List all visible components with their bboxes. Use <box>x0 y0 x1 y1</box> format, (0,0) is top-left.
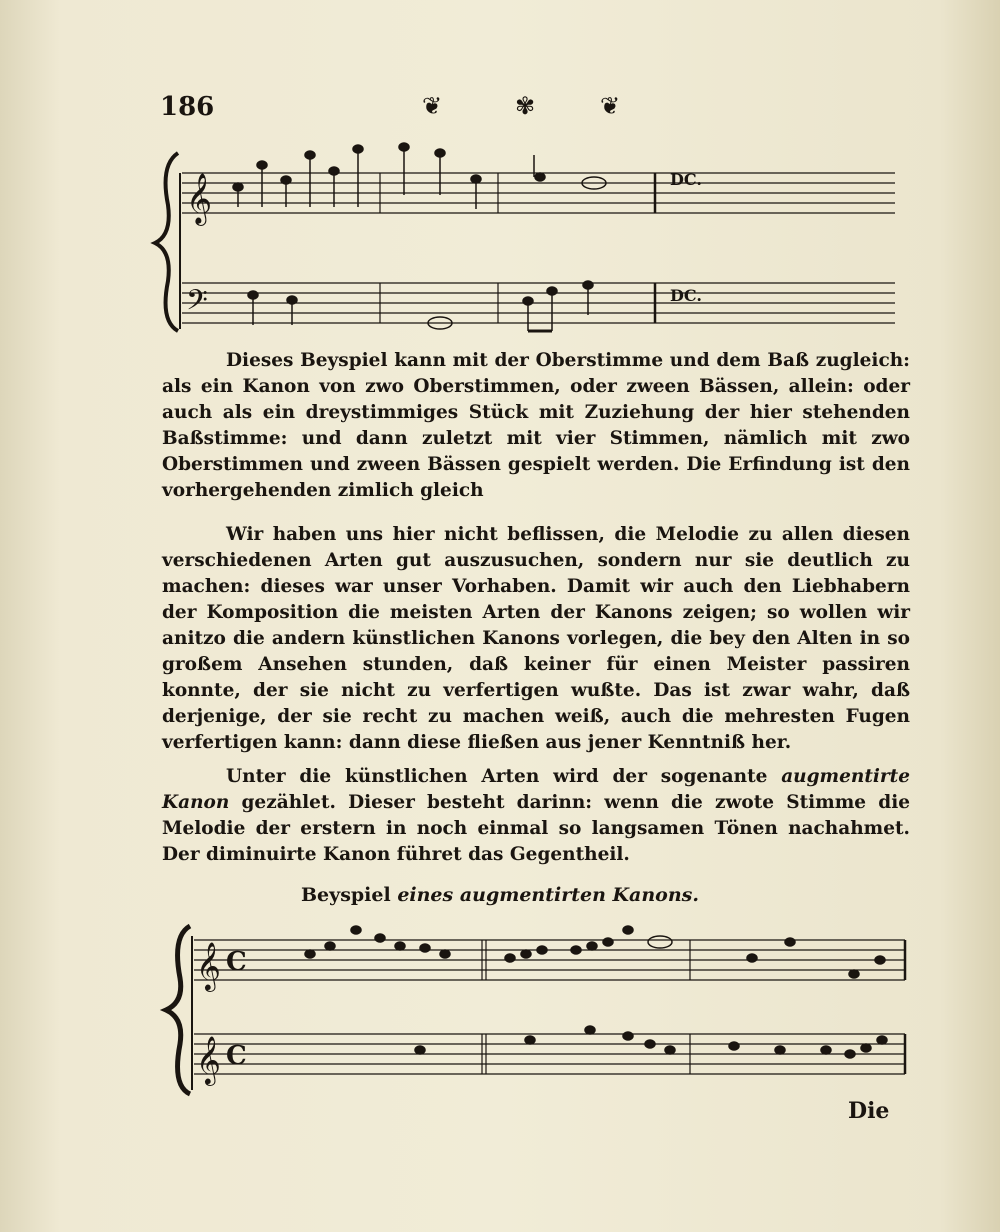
bass-clef-icon: 𝄢 <box>186 284 208 324</box>
caption-italic: eines augmentirten Kanons. <box>397 884 699 906</box>
music-example-2 <box>0 918 1000 1098</box>
bass-dc-marking: DC. <box>670 286 702 305</box>
ornament-center-icon: ✾ <box>515 92 536 120</box>
common-time-icon-2: C <box>226 1041 247 1071</box>
common-time-icon: C <box>226 947 247 977</box>
treble-clef-icon-3: 𝄞 <box>196 1035 221 1084</box>
paragraph-2 <box>162 522 910 756</box>
paragraph-1 <box>162 348 910 504</box>
ornament-left-icon: ❦ <box>422 92 443 120</box>
catchword: Die <box>848 1098 890 1124</box>
treble-clef-icon-2: 𝄞 <box>196 941 221 990</box>
paragraph-3-text-start: Unter die künstlichen Arten wird der sogenante <box>226 766 782 787</box>
paragraph-3-italic-term: augmentirte Kanon <box>162 766 910 813</box>
example-2-caption <box>0 884 1000 906</box>
page-header <box>160 92 910 132</box>
treble-dc-marking: DC. <box>670 170 702 189</box>
ornament-right-icon: ❦ <box>600 92 621 120</box>
paragraph-1-text: Dieses Beyspiel kann mit der Oberstimme und dem Baß zugleich: als ein Kanon von zwo Oberstimmen, oder zween Bässen, allein: oder auch als ein dreystimmiges Stück mit Zuziehung der hier stehenden Baßstimme: und dann zuletzt mit vier Stimmen, nämlich mit zwo Oberstimmen und zween Bässen gespielt werden. Die Erfindung ist den vorhergehenden zimlich gleich <box>162 350 910 501</box>
music-example-1 <box>0 135 1000 335</box>
page-number: 186 <box>160 92 215 122</box>
paragraph-2-text: Wir haben uns hier nicht beflissen, die Melodie zu allen diesen verschiedenen Arten gut auszusuchen, sondern nur sie deutlich zu machen: dieses war unser Vorhaben. Damit wir auch den Liebhabern der Komposition die meisten Arten der Kanons zeigen; so wollen wir anitzo die andern künstlichen Kanons vorlegen, die bey den Alten in so großem Ansehen stunden, daß keiner für einen Meister passiren konnte, der sie nicht zu verfertigen wußte. Das ist zwar wahr, daß derjenige, der sie recht zu machen weiß, auch die mehresten Fugen verfertigen kann: dann diese fließen aus jener Kenntniß her. <box>162 524 910 753</box>
paragraph-3-text-end: gezählet. Dieser besteht darinn: wenn die zwote Stimme die Melodie der erstern in noch einmal so langsamen Tönen nachahmet. Der diminuirte Kanon führet das Gegentheil. <box>162 792 910 865</box>
caption-prefix: Beyspiel <box>301 884 398 906</box>
paragraph-3 <box>162 764 910 868</box>
treble-clef-icon: 𝄞 <box>186 173 213 224</box>
